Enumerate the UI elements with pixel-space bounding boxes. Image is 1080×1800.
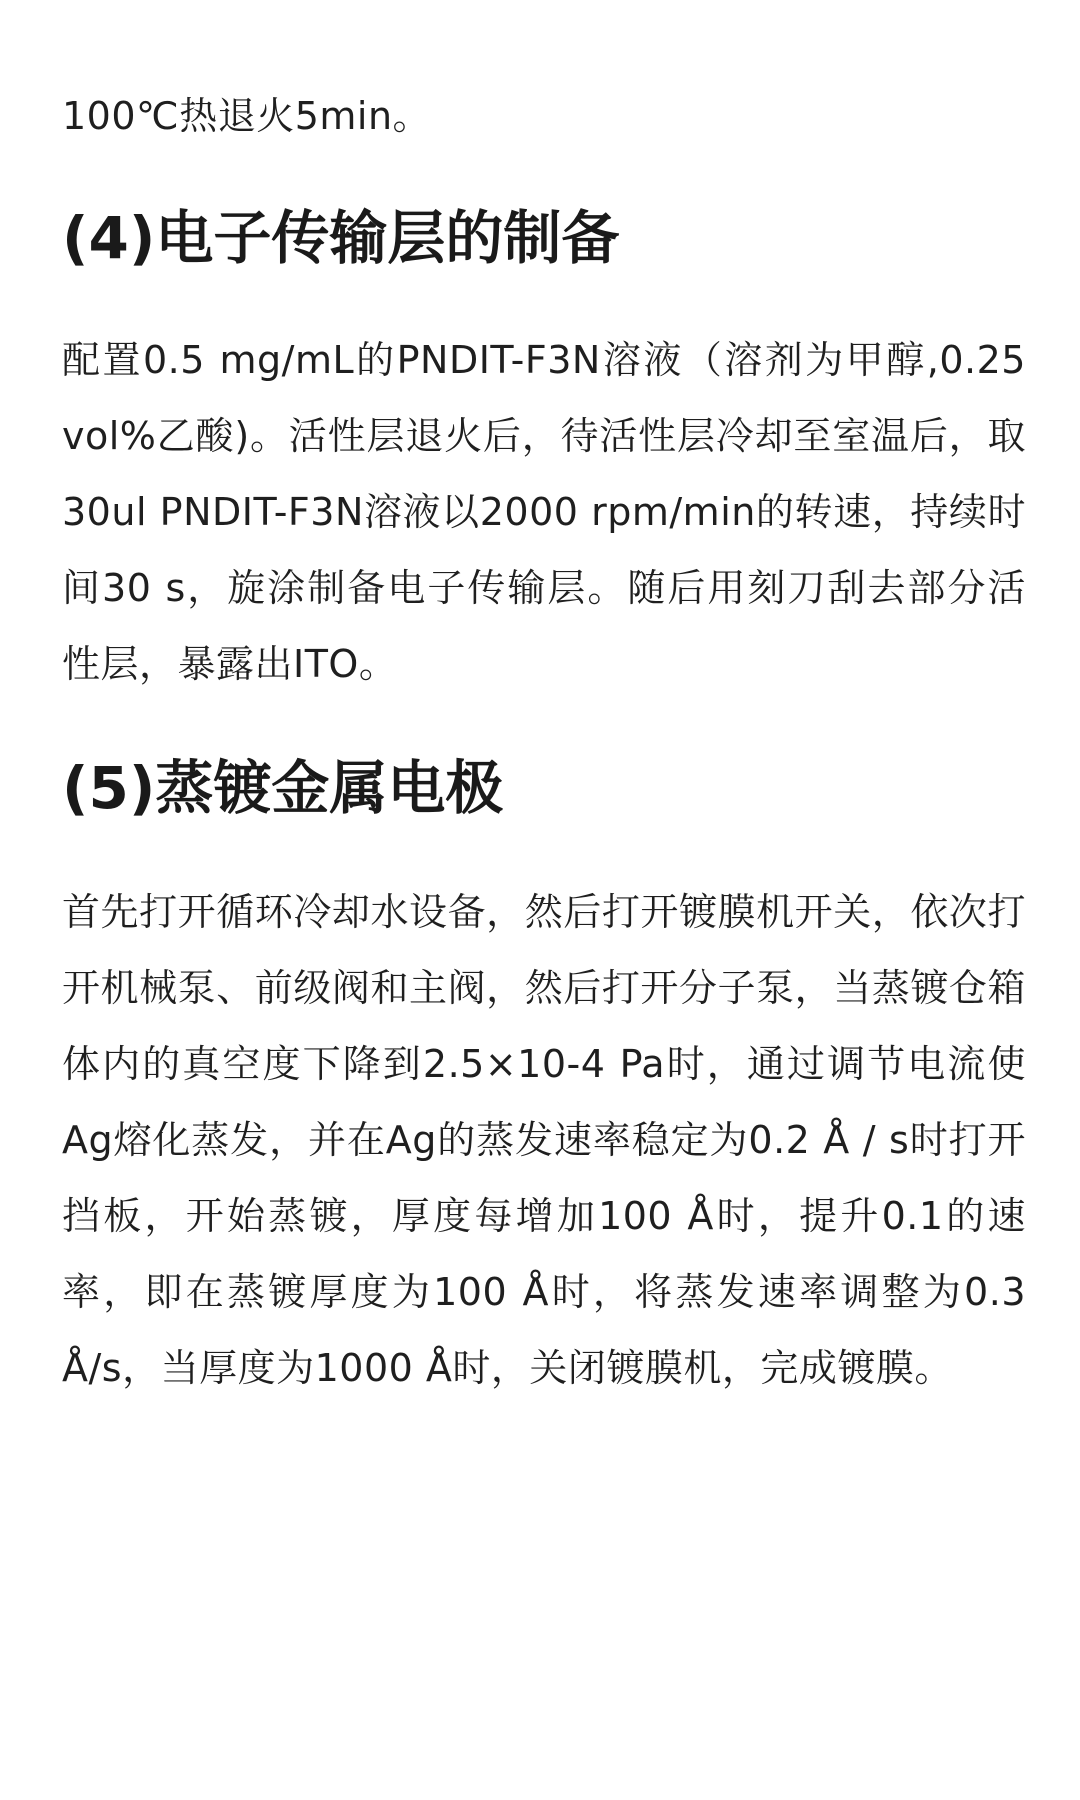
document-content: [62, 0, 1026, 1406]
section-4-heading: (4)电子传输层的制备: [62, 204, 620, 272]
intro-paragraph: 100℃热退火5min。: [62, 94, 432, 138]
section-5-paragraph: 首先打开循环冷却水设备，然后打开镀膜机开关，依次打开机械泵、前级阀和主阀，然后打开分子泵，当蒸镀仓箱体内的真空度下降到2.5×10-4 Pa时，通过调节电流使Ag熔化蒸发，并在Ag的蒸发速率稳定为0.2 Å / s时打开挡板，开始蒸镀，厚度每增加100 Å时，提升0.1的速率，即在蒸镀厚度为100 Å时，将蒸发速率调整为0.3 Å/s，当厚度为1000 Å时，关闭镀膜机，完成镀膜。: [62, 890, 1026, 1390]
section-5-heading: (5)蒸镀金属电极: [62, 754, 504, 822]
section-4-paragraph: 配置0.5 mg/mL的PNDIT-F3N溶液（溶剂为甲醇,0.25 vol%乙酸)。活性层退火后，待活性层冷却至室温后，取30ul PNDIT-F3N溶液以2000 rpm/min的转速，持续时间30 s，旋涂制备电子传输层。随后用刻刀刮去部分活性层，暴露出ITO。: [62, 338, 1026, 686]
